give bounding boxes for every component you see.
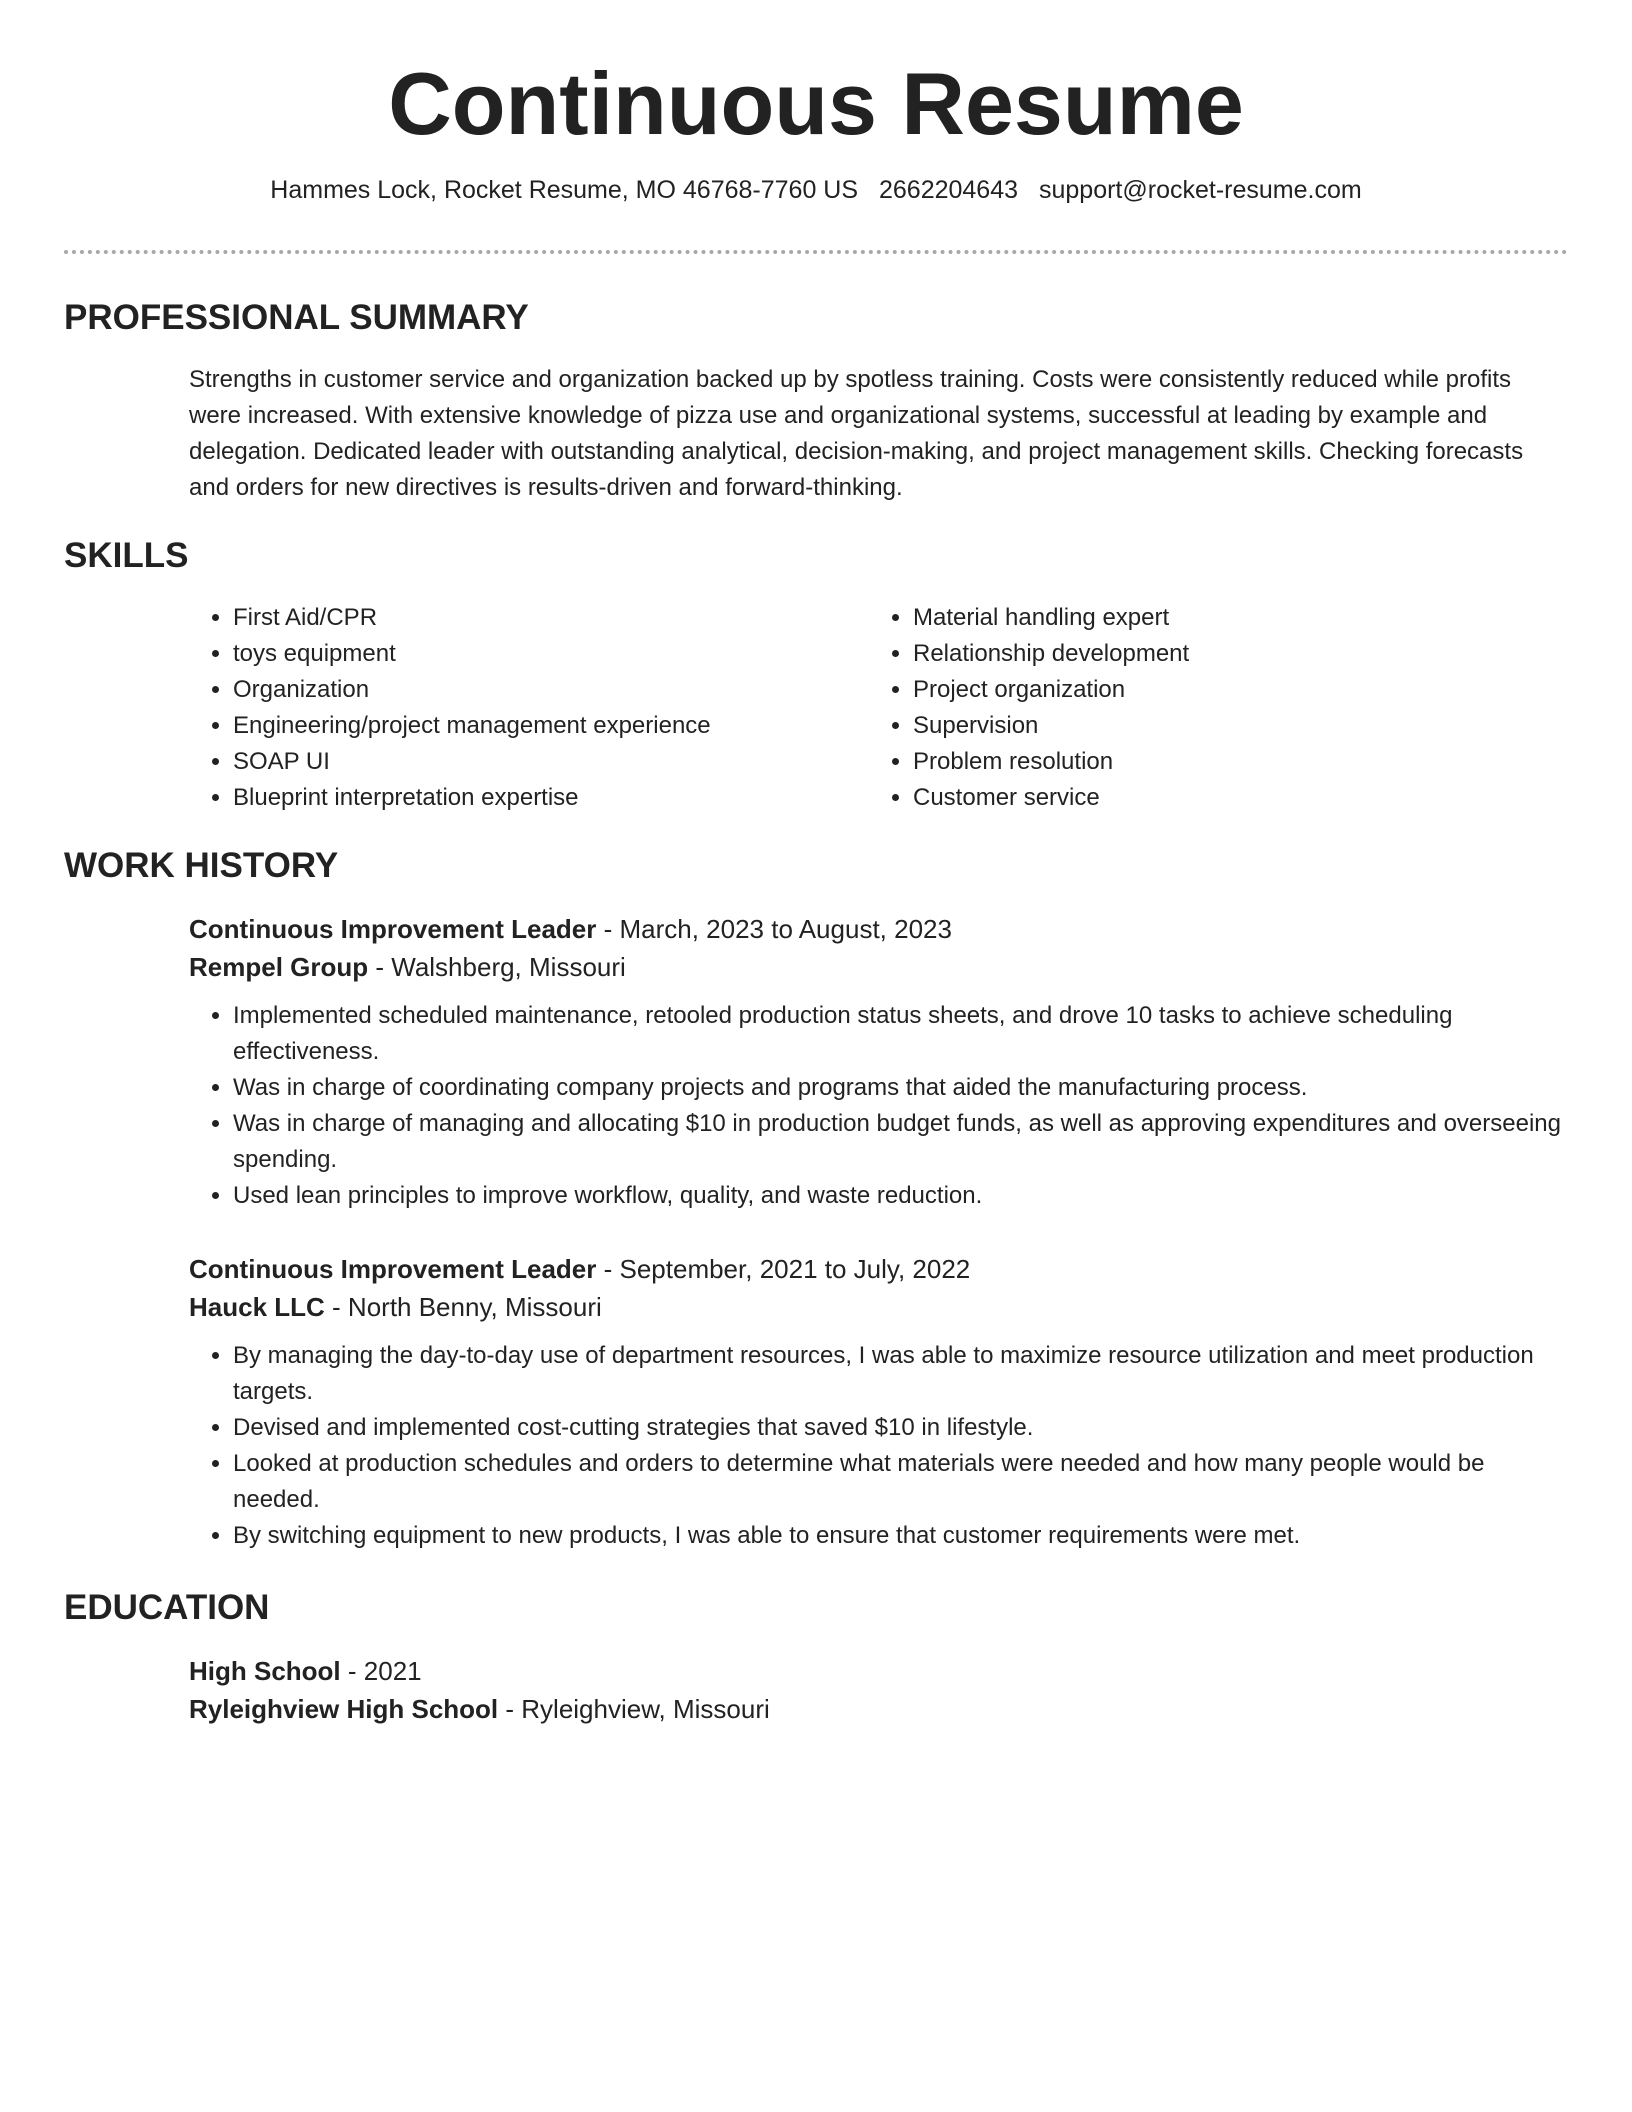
- job-company-line: [189, 948, 1569, 986]
- work-heading: WORK HISTORY: [64, 846, 339, 885]
- job-title-line: [189, 910, 1569, 948]
- education-degree-line: [189, 1652, 1569, 1690]
- skills-block: [189, 600, 1569, 816]
- duty-item: • By switching equipment to new products, I was able to ensure that customer requirements were met.: [233, 1518, 1569, 1554]
- skill-item: • First Aid/CPR: [233, 600, 869, 636]
- resume-name: Continuous Resume: [388, 54, 1244, 153]
- summary-text: Strengths in customer service and organization backed up by spotless training. Costs were consistently reduced while profits were increased. With extensive knowledge of pizza use and organizational systems, successful at leading by example and delegation. Dedicated leader with outstanding analytical, decision-making, and project management skills. Checking forecasts and orders for new directives is results-driven and forward-thinking.: [189, 366, 1524, 501]
- education-heading: EDUCATION: [64, 1588, 270, 1627]
- skill-item: • SOAP UI: [233, 744, 869, 780]
- job-role: Continuous Improvement Leader: [189, 1254, 597, 1284]
- education-degree: High School: [189, 1656, 341, 1686]
- job-title-line: [189, 1250, 1569, 1288]
- education-school: Ryleighview High School: [189, 1694, 499, 1724]
- skills-heading: SKILLS: [64, 536, 189, 575]
- skill-item: • toys equipment: [233, 636, 869, 672]
- skill-item: • Engineering/project management experience: [233, 708, 869, 744]
- contact-line: [64, 176, 1568, 205]
- duty-item: • Implemented scheduled maintenance, retooled production status sheets, and drove 10 tasks to achieve scheduling effectiveness.: [233, 998, 1569, 1070]
- resume-page: [64, 0, 1568, 1724]
- job-company: Hauck LLC: [189, 1292, 325, 1322]
- skill-item: • Material handling expert: [913, 600, 1549, 636]
- education-entry: [189, 1652, 1569, 1728]
- skill-item: • Blueprint interpretation expertise: [233, 780, 869, 816]
- job-company: Rempel Group: [189, 952, 369, 982]
- contact-email: support@rocket-resume.com: [1038, 176, 1362, 204]
- duty-item: • Was in charge of coordinating company projects and programs that aided the manufacturing process.: [233, 1070, 1569, 1106]
- duty-item: • By managing the day-to-day use of department resources, I was able to maximize resource utilization and meet production targets.: [233, 1338, 1569, 1410]
- contact-address: Hammes Lock, Rocket Resume, MO 46768-7760 US: [270, 176, 859, 204]
- duty-item: • Devised and implemented cost-cutting strategies that saved $10 in lifestyle.: [233, 1410, 1569, 1446]
- summary-heading: PROFESSIONAL SUMMARY: [64, 298, 529, 337]
- duty-item: • Looked at production schedules and orders to determine what materials were needed and how many people would be needed.: [233, 1446, 1569, 1518]
- job-entry: [189, 910, 1569, 1214]
- duty-item: • Was in charge of managing and allocating $10 in production budget funds, as well as approving expenditures and overseeing spending.: [233, 1106, 1569, 1178]
- education-school-line: [189, 1690, 1569, 1728]
- skill-item: • Problem resolution: [913, 744, 1549, 780]
- job-dates: - September, 2021 to July, 2022: [596, 1254, 971, 1284]
- skills-column-right: [869, 600, 1549, 816]
- job-duties: [189, 998, 1569, 1214]
- skill-item: • Customer service: [913, 780, 1549, 816]
- education-location: - Ryleighview, Missouri: [498, 1694, 770, 1724]
- job-location: - Walshberg, Missouri: [368, 952, 626, 982]
- job-company-line: [189, 1288, 1569, 1326]
- education-year: - 2021: [340, 1656, 422, 1686]
- job-location: - North Benny, Missouri: [324, 1292, 602, 1322]
- contact-phone: 2662204643: [878, 176, 1019, 204]
- skill-item: • Supervision: [913, 708, 1549, 744]
- skills-column-left: [189, 600, 869, 816]
- job-dates: - March, 2023 to August, 2023: [596, 914, 952, 944]
- skill-item: • Relationship development: [913, 636, 1549, 672]
- skill-item: • Project organization: [913, 672, 1549, 708]
- skill-item: • Organization: [233, 672, 869, 708]
- job-role: Continuous Improvement Leader: [189, 914, 597, 944]
- duty-item: • Used lean principles to improve workflow, quality, and waste reduction.: [233, 1178, 1569, 1214]
- header-divider: [64, 250, 1568, 254]
- job-entry: [189, 1250, 1569, 1554]
- job-duties: [189, 1338, 1569, 1554]
